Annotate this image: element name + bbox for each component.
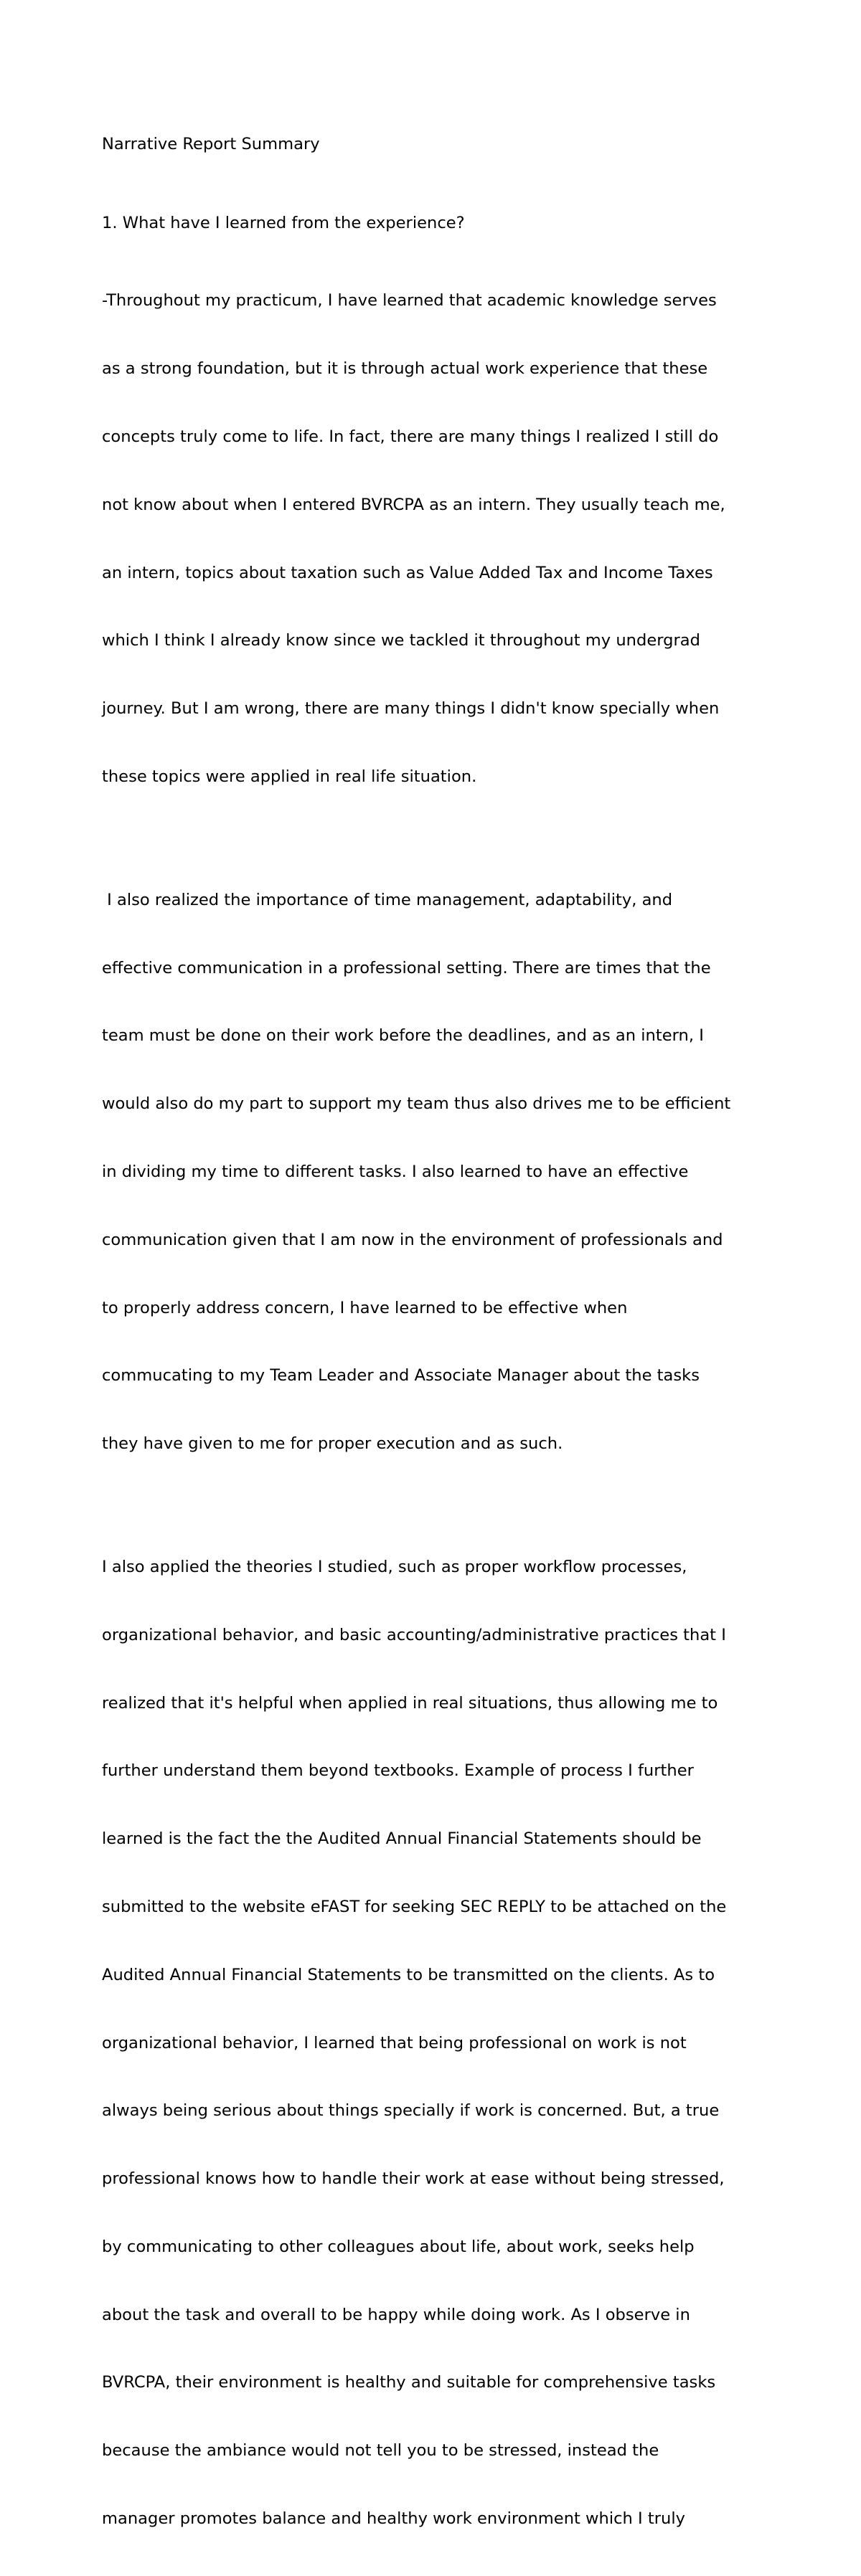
paragraph-line: to properly address concern, I have learned to be effective when — [102, 1298, 628, 1317]
paragraph-line: about the task and overall to be happy while doing work. As I observe in — [102, 2305, 690, 2324]
paragraph-time-management — [102, 844, 769, 1501]
paragraph-line: effective communication in a professional setting. There are times that the — [102, 958, 711, 977]
paragraph-line: not know about when I entered BVRCPA as an intern. They usually teach me, — [102, 495, 725, 514]
paragraph-line: concepts truly come to life. In fact, there are many things I realized I still do — [102, 427, 719, 446]
paragraph-line: because the ambiance would not tell you to be stressed, instead the — [102, 2441, 659, 2461]
paragraph-line: which I think I already know since we tackled it throughout my undergrad — [102, 631, 700, 650]
paragraph-line: organizational behavior, and basic accounting/administrative practices that I — [102, 1625, 726, 1644]
paragraph-line: by communicating to other colleagues about life, about work, seeks help — [102, 2237, 695, 2256]
paragraph-line: I also applied the theories I studied, such as proper workflow processes, — [102, 1558, 687, 1577]
paragraph-line: always being serious about things specially if work is concerned. But, a true — [102, 2101, 720, 2121]
paragraph-line: communication given that I am now in the environment of professionals and — [102, 1230, 723, 1249]
paragraph-line: submitted to the website eFAST for seeking SEC REPLY to be attached on the — [102, 1897, 727, 1916]
paragraph-line: realized that it's helpful when applied in real situations, thus allowing me to — [102, 1693, 718, 1713]
paragraph-line: further understand them beyond textbooks. Example of process I further — [102, 1761, 694, 1781]
paragraph-line: would also do my part to support my team thus also drives me to be efficient — [102, 1094, 731, 1114]
paragraph-line: as a strong foundation, but it is through actual work experience that these — [102, 359, 708, 379]
paragraph-line: -Throughout my practicum, I have learned that academic knowledge serves — [102, 291, 717, 311]
paragraph-line: journey. But I am wrong, there are many things I didn't know specially when — [102, 699, 720, 719]
paragraph-line: learned is the fact the the Audited Annual Financial Statements should be — [102, 1829, 702, 1849]
paragraph-line: these topics were applied in real life situation. — [102, 767, 477, 786]
paragraph-line: team must be done on their work before the deadlines, and as an intern, I — [102, 1026, 704, 1046]
paragraph-line: in dividing my time to different tasks. I also learned to have an effective — [102, 1162, 689, 1181]
paragraph-line: organizational behavior, I learned that being professional on work is not — [102, 2033, 687, 2052]
paragraph-line: an intern, topics about taxation such as Value Added Tax and Income Taxes — [102, 563, 713, 582]
paragraph-line: commucating to my Team Leader and Associate Manager about the tasks — [102, 1366, 700, 1386]
paragraph-line: they have given to me for proper execution and as such. — [102, 1434, 563, 1454]
paragraph-line: Audited Annual Financial Statements to be transmitted on the clients. As to — [102, 1965, 715, 1984]
document-body — [102, 133, 769, 2576]
paragraph-learning — [102, 245, 769, 833]
paragraph-line: I also realized the importance of time management, adaptability, and — [102, 890, 673, 909]
paragraph-line: BVRCPA, their environment is healthy and suitable for comprehensive tasks — [102, 2373, 716, 2392]
paragraph-line: professional knows how to handle their work at ease without being stressed, — [102, 2169, 725, 2189]
paragraph-theories — [102, 1511, 769, 2576]
question-heading: 1. What have I learned from the experience? — [102, 213, 465, 232]
document-title: Narrative Report Summary — [102, 135, 320, 153]
paragraph-line: manager promotes balance and healthy work environment which I truly — [102, 2509, 686, 2528]
